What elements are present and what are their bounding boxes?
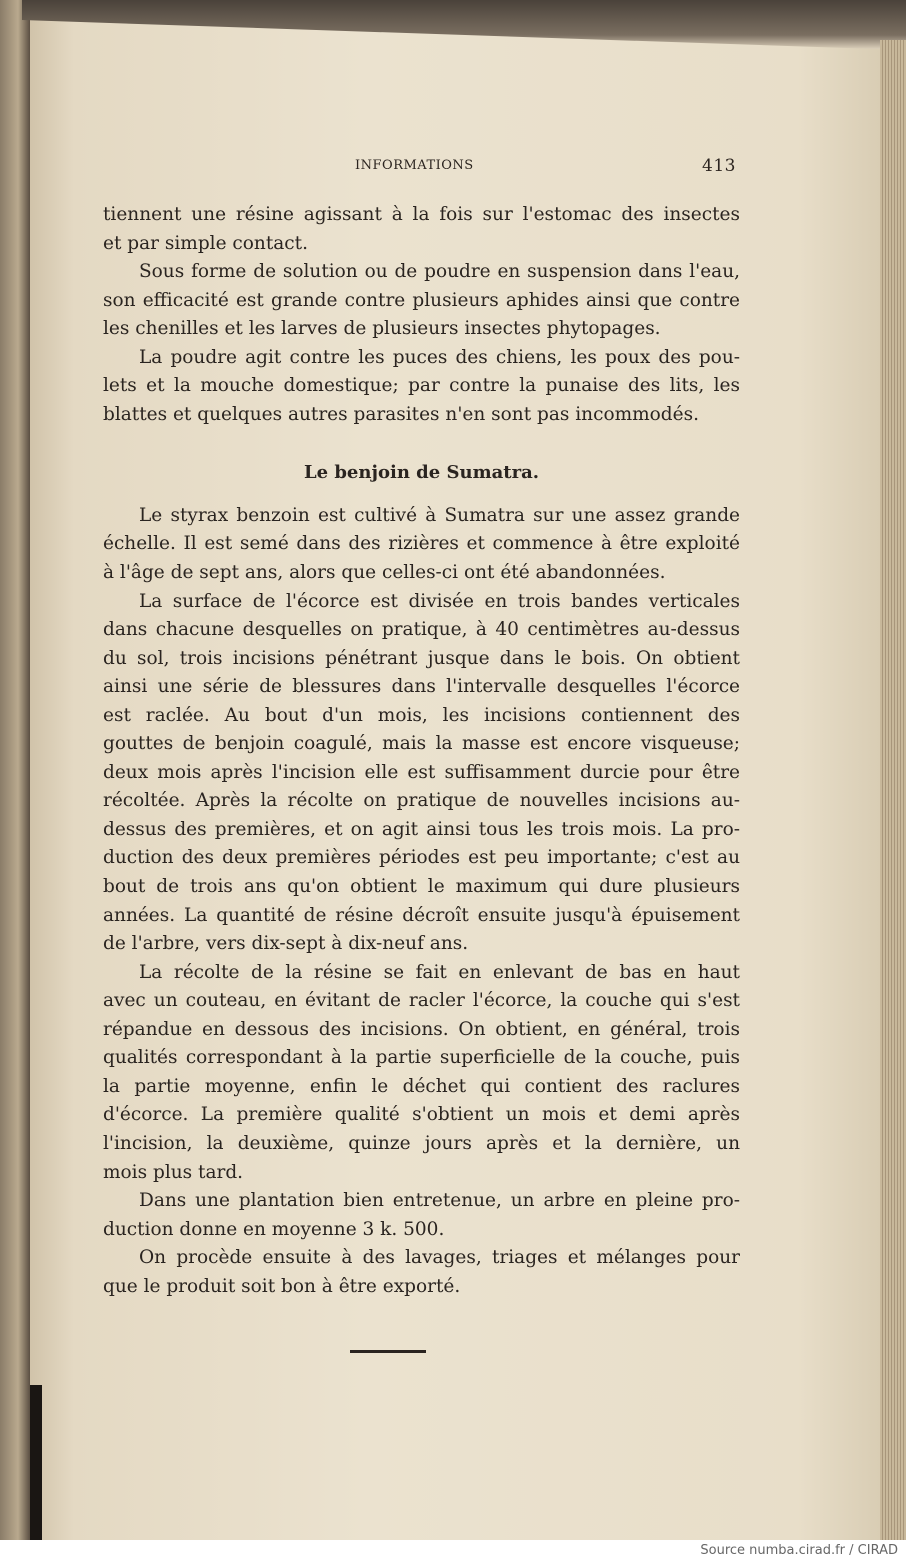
text-line: d'écorce. La première qualité s'obtient un mois et demi après [103,1104,740,1126]
text-line: récoltée. Après la récolte on pratique de nouvelles incisions au- [103,790,740,812]
text-line: lets et la mouche domestique; par contre la punaise des lits, les [103,375,740,397]
page-body [103,201,740,1301]
paragraph [103,502,740,588]
text-line: dans chacune desquelles on pratique, à 40 centimètres au-dessus [103,619,740,641]
text-line: et par simple contact. [103,232,308,254]
text-line: gouttes de benjoin coagulé, mais la masse est encore visqueuse; [103,733,740,755]
text-line: avec un couteau, en évitant de racler l'écorce, la couche qui s'est [103,990,740,1012]
paragraph [103,201,740,258]
text-line: répandue en dessous des incisions. On obtient, en général, trois [103,1018,740,1040]
text-line: qualités correspondant à la partie superficielle de la couche, puis [103,1047,740,1069]
running-head: INFORMATIONS [355,158,474,173]
text-line: est raclée. Au bout d'un mois, les incisions contiennent des [103,704,740,726]
paragraph [103,588,740,959]
text-line: la partie moyenne, enfin le déchet qui contient des raclures [103,1075,740,1097]
text-line: Sous forme de solution ou de poudre en suspension dans l'eau, [139,261,740,283]
bookmark-ribbon [30,1385,42,1540]
text-line: son efficacité est grande contre plusieurs aphides ainsi que contre [103,289,740,311]
text-line: duction des deux premières périodes est peu importante; c'est au [103,847,740,869]
text-line: dessus des premières, et on agit ainsi tous les trois mois. La pro- [103,818,740,840]
text-line: Le styrax benzoin est cultivé à Sumatra sur une assez grande [139,504,740,526]
text-line: à l'âge de sept ans, alors que celles-ci ont été abandonnées. [103,562,666,584]
text-line: ainsi une série de blessures dans l'intervalle desquelles l'écorce [103,676,740,698]
text-line: tiennent une résine agissant à la fois sur l'estomac des insectes [103,204,740,225]
text-line: mois plus tard. [103,1161,244,1183]
section-heading: Le benjoin de Sumatra. [303,462,540,484]
text-line: blattes et quelques autres parasites n'en sont pas incommodés. [103,403,699,425]
text-line: du sol, trois incisions pénétrant jusque dans le bois. On obtient [103,647,740,669]
text-line: duction donne en moyenne 3 k. 500. [103,1218,445,1240]
text-line: les chenilles et les larves de plusieurs insectes phytopages. [103,318,661,340]
section-end-rule [350,1350,426,1353]
text-line: La surface de l'écorce est divisée en trois bandes verticales [139,590,740,612]
text-line: deux mois après l'incision elle est suffisamment durcie pour être [103,761,740,783]
paragraph [103,1187,740,1244]
text-line: La récolte de la résine se fait en enlevant de bas en haut [139,961,740,983]
text-line: que le produit soit bon à être exporté. [103,1275,461,1297]
paragraph [103,258,740,344]
paragraph [103,959,740,1187]
text-line: de l'arbre, vers dix-sept à dix-neuf ans. [103,933,469,955]
text-line: l'incision, la deuxième, quinze jours après et la dernière, un [103,1132,740,1154]
text-line: Dans une plantation bien entretenue, un arbre en pleine pro- [139,1190,740,1212]
paragraph [103,344,740,430]
page-stack-edge [880,40,906,1540]
source-credit: Source numba.cirad.fr / CIRAD [700,1543,898,1558]
text-line: années. La quantité de résine décroît ensuite jusqu'à épuisement [103,904,740,926]
text-line: échelle. Il est semé dans des rizières et commence à être exploité [103,533,740,555]
page-number: 413 [702,156,736,176]
text-line: bout de trois ans qu'on obtient le maximum qui dure plusieurs [103,876,740,898]
left-page-edge [0,0,30,1540]
text-line: La poudre agit contre les puces des chiens, les poux des pou- [139,346,740,368]
text-line: On procède ensuite à des lavages, triages et mélanges pour [139,1247,740,1269]
paragraph [103,1244,740,1301]
